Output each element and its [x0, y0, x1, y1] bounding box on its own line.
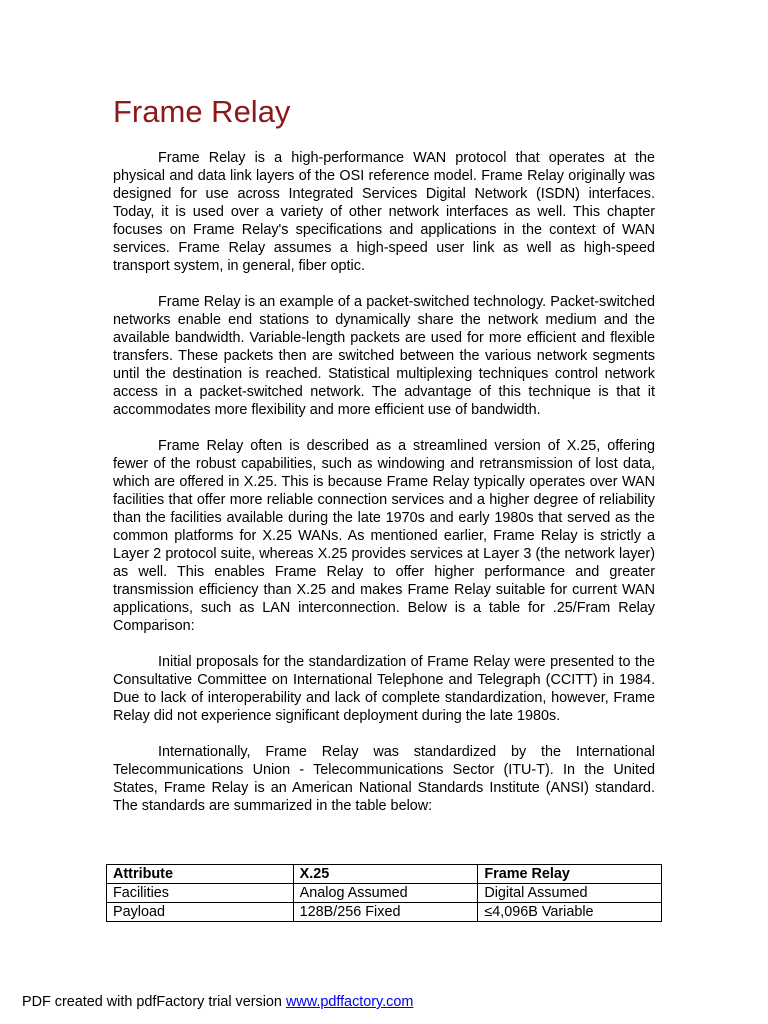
comparison-table — [106, 864, 662, 922]
table-row — [107, 884, 662, 903]
table-cell: Payload — [107, 903, 294, 922]
table-header-cell: Attribute — [107, 865, 294, 884]
paragraph-standardization-history: Initial proposals for the standardization of Frame Relay were presented to the Consultative Committee on International Telephone and Telegraph (CCITT) in 1984. Due to lack of interoperability and lack of complete standardization, however, Frame Relay did not experience significant deployment during the late 1980s. — [113, 654, 655, 724]
table-cell: 128B/256 Fixed — [293, 903, 478, 922]
paragraph-intro: Frame Relay is a high-performance WAN protocol that operates at the physical and data link layers of the OSI reference model. Frame Relay originally was designed for use across Integrated Services Digital Network (ISDN) interfaces. Today, it is used over a variety of other network interfaces as well. This chapter focuses on Frame Relay's specifications and applications in the context of WAN services. Frame Relay assumes a high-speed user link as well as high-speed transport system, in general, fiber optic. — [113, 150, 655, 274]
table-cell: ≤4,096B Variable — [478, 903, 662, 922]
paragraph-packet-switching: Frame Relay is an example of a packet-switched technology. Packet-switched networks enable end stations to dynamically share the network medium and the available bandwidth. Variable-length packets are used for more efficient and flexible transfers. These packets then are switched between the various network segments until the destination is reached. Statistical multiplexing techniques control network access in a packet-switched network. The advantage of this technique is that it accommodates more flexibility and more efficient use of bandwidth. — [113, 294, 655, 418]
footer-text: PDF created with pdfFactory trial version — [22, 994, 286, 1010]
pdffactory-link[interactable]: www.pdffactory.com — [285, 994, 414, 1010]
table-row — [107, 903, 662, 922]
paragraph-international-standards: Internationally, Frame Relay was standardized by the International Telecommunications Union - Telecommunications Sector (ITU-T). In the United States, Frame Relay is an American National Standards Institute (ANSI) standard. The standards are summarized in the table below: — [113, 744, 655, 814]
document-body — [113, 149, 655, 833]
pdf-footer — [22, 993, 413, 1011]
table-cell: Facilities — [107, 884, 294, 903]
table-header-cell: X.25 — [293, 865, 478, 884]
table-header-row — [107, 865, 662, 884]
table-cell: Analog Assumed — [293, 884, 478, 903]
page-title: Frame Relay — [113, 94, 291, 129]
table-header-cell: Frame Relay — [478, 865, 662, 884]
table-cell: Digital Assumed — [478, 884, 662, 903]
paragraph-x25-comparison: Frame Relay often is described as a streamlined version of X.25, offering fewer of the robust capabilities, such as windowing and retransmission of lost data, which are offered in X.25. This is because Frame Relay typically operates over WAN facilities that offer more reliable connection services and a higher degree of reliability than the facilities available during the late 1970s and early 1980s that served as the common platforms for X.25 WANs. As mentioned earlier, Frame Relay is strictly a Layer 2 protocol suite, whereas X.25 provides services at Layer 3 (the network layer) as well. This enables Frame Relay to offer higher performance and greater transmission efficiency than X.25 and makes Frame Relay suitable for current WAN applications, such as LAN interconnection. Below is a table for .25/Fram Relay Comparison: — [113, 438, 655, 634]
